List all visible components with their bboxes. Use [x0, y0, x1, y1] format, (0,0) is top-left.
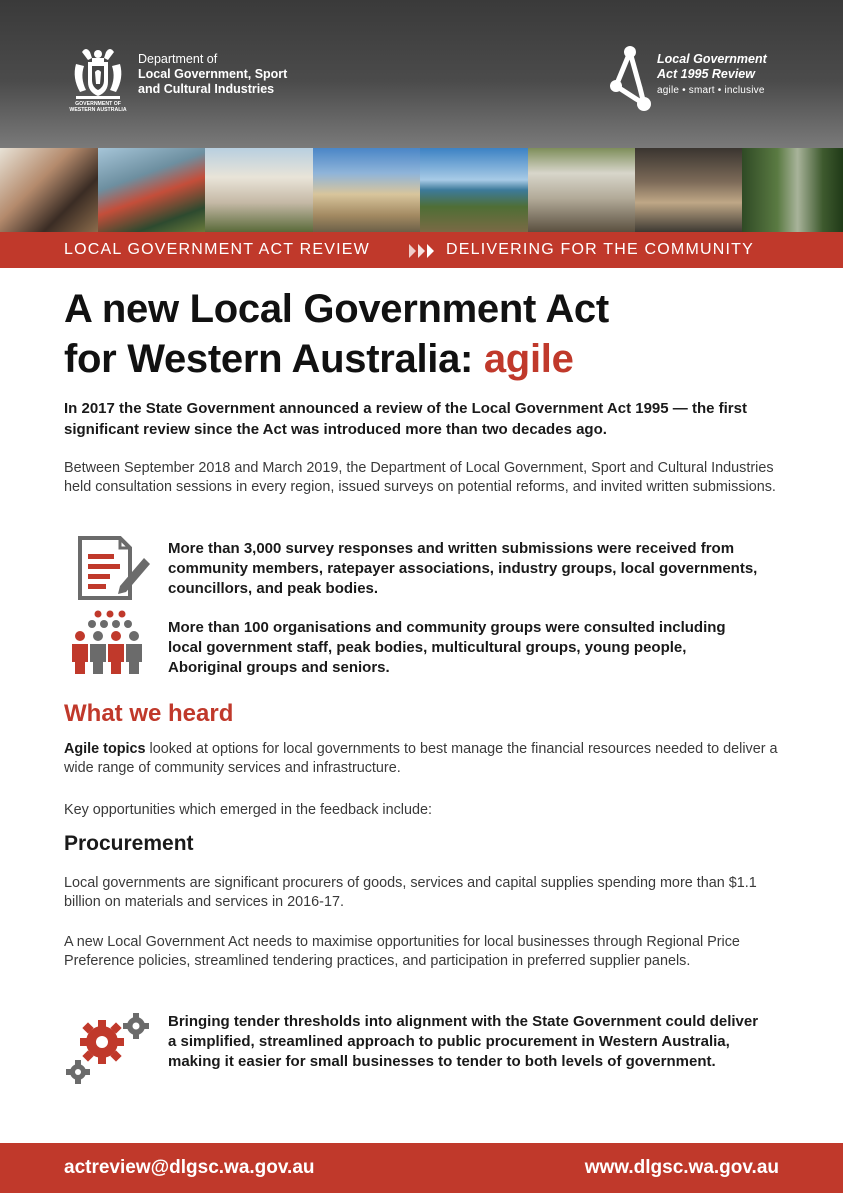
agile-topics-bold: Agile topics — [64, 741, 146, 757]
procurement-heading: Procurement — [64, 832, 194, 855]
website-link[interactable]: www.dlgsc.wa.gov.au — [584, 1157, 779, 1178]
page-title — [64, 284, 784, 384]
community-group-icon — [68, 610, 152, 674]
photo-caravan-cafe — [528, 148, 635, 232]
banner-left-text: LOCAL GOVERNMENT ACT REVIEW — [64, 241, 370, 258]
consultation-paragraph: Between September 2018 and March 2019, the Department of Local Government, Sport and Cultural Industries held consultation sessions in every region, issued surveys on potential reforms, and invited written submissions. — [64, 460, 776, 495]
key-opportunities-paragraph: Key opportunities which emerged in the feedback include: — [64, 802, 432, 818]
department-line-2: Local Government, Sport — [138, 67, 288, 81]
department-name — [138, 52, 287, 97]
header — [0, 0, 843, 148]
photo-strip — [0, 148, 843, 232]
intro-paragraph: In 2017 the State Government announced a review of the Local Government Act 1995 — the first significant review since the Act was introduced more than two decades ago. — [64, 400, 747, 438]
what-we-heard-heading: What we heard — [64, 700, 234, 727]
title-line-2-prefix: for Western Australia: — [64, 337, 484, 381]
survey-callout: More than 3,000 survey responses and written submissions were received from community members, ratepayer associations, industry groups, local governments, councillors, and peak bodies. — [168, 540, 758, 597]
gears-icon — [64, 1010, 156, 1088]
procurement-paragraph-1: Local governments are significant procurers of goods, services and capital supplies spending more than $1.1 billion on materials and services in 2016-17. — [64, 875, 757, 910]
footer — [0, 1143, 843, 1193]
act-title-line-1: Local Government — [657, 52, 767, 66]
department-line-1: Department of — [138, 52, 218, 66]
photo-speaker — [0, 148, 98, 232]
title-line-1: A new Local Government Act — [64, 287, 609, 331]
tender-thresholds-callout: Bringing tender thresholds into alignment with the State Government could deliver a simplified, streamlined approach to public procurement in Western Australia, making it easier for small businesses to tender to both levels of government. — [168, 1013, 759, 1070]
photo-town-hall — [313, 148, 420, 232]
photo-workshop — [635, 148, 742, 232]
contact-email-link[interactable]: actreview@dlgsc.wa.gov.au — [64, 1157, 315, 1178]
photo-market — [98, 148, 205, 232]
act-review-logo-icon — [600, 44, 658, 118]
agile-topics-paragraph — [64, 740, 794, 778]
banner-right-text: DELIVERING FOR THE COMMUNITY — [446, 241, 754, 258]
title-accent-word: agile — [483, 337, 574, 381]
title-line-2 — [64, 334, 784, 384]
triple-chevron-icon — [408, 243, 436, 259]
section-banner — [0, 232, 843, 268]
procurement-paragraph-2: A new Local Government Act needs to maximise opportunities for local businesses through Regional Price Preference policies, streamlined tendering practices, and participation in preferred supplier panels. — [64, 934, 740, 969]
photo-forest-road — [742, 148, 843, 232]
act-review-title — [657, 52, 767, 96]
gov-line-1: GOVERNMENT OF — [75, 101, 121, 107]
photo-heritage-building — [205, 148, 312, 232]
gov-line-2: WESTERN AUSTRALIA — [69, 107, 127, 113]
organisations-callout: More than 100 organisations and community groups were consulted including local government staff, peak bodies, multicultural groups, young people, Aboriginal groups and seniors. — [168, 619, 726, 676]
photo-coastline — [420, 148, 527, 232]
department-line-3: and Cultural Industries — [138, 82, 275, 96]
agile-topics-text: looked at options for local governments to best manage the financial resources needed to deliver a wide range of community services and infrastructure. — [64, 741, 778, 776]
wa-government-crest-icon — [62, 44, 134, 116]
act-title-line-2: Act 1995 Review — [657, 67, 755, 81]
document-pen-icon — [74, 536, 152, 600]
act-tagline: agile • smart • inclusive — [657, 85, 765, 96]
